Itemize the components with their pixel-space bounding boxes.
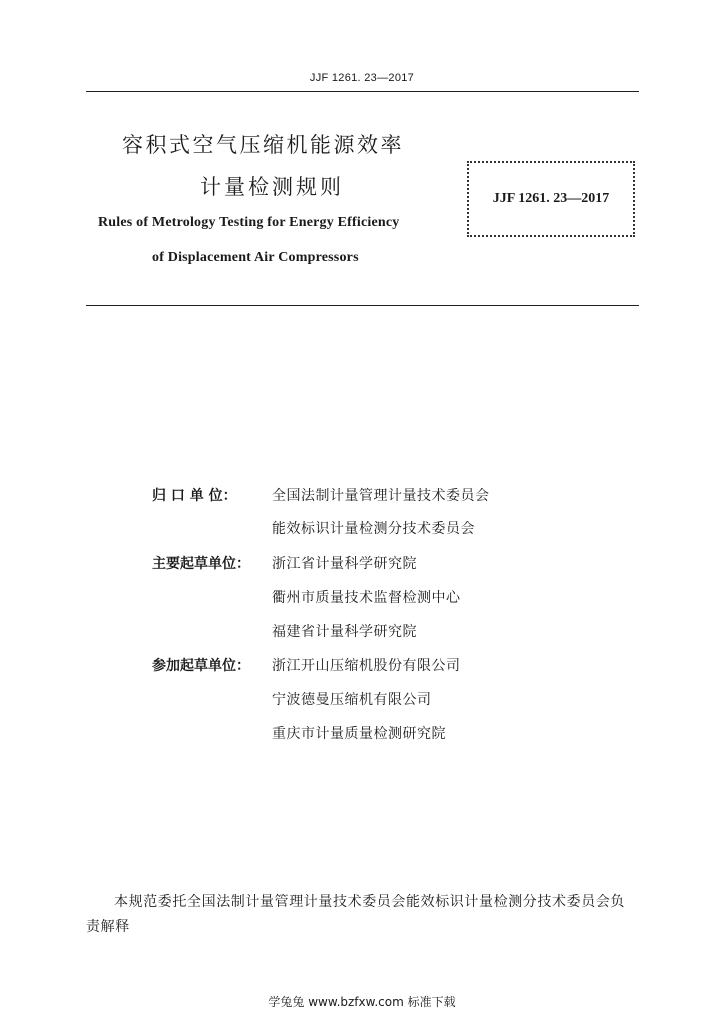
title-english-line-1: Rules of Metrology Testing for Energy Efficiency	[98, 215, 400, 230]
org-value: 浙江省计量科学研究院	[272, 556, 417, 572]
org-value: 浙江开山压缩机股份有限公司	[272, 658, 461, 674]
interpretation-note: 本规范委托全国法制计量管理计量技术委员会能效标识计量检测分技术委员会负责解释	[86, 894, 625, 935]
org-value: 福建省计量科学研究院	[272, 624, 417, 640]
title-chinese-line-2: 计量检测规则	[200, 175, 344, 199]
org-label-participating-drafting: 参加起草单位：	[152, 658, 250, 674]
standard-code-box	[467, 161, 635, 237]
header-divider	[86, 91, 639, 92]
title-chinese-line-1: 容积式空气压缩机能源效率	[122, 133, 404, 157]
org-value: 重庆市计量质量检测研究院	[272, 726, 446, 742]
header-standard-code: JJF 1261. 23—2017	[309, 72, 415, 84]
org-value: 能效标识计量检测分技术委员会	[272, 521, 475, 537]
title-english-line-2: of Displacement Air Compressors	[152, 250, 359, 265]
title-divider	[86, 305, 639, 306]
org-label-main-drafting: 主要起草单位：	[152, 556, 250, 572]
org-label-centralized-unit: 归 口 单 位：	[152, 488, 237, 504]
org-value: 宁波德曼压缩机有限公司	[272, 692, 432, 708]
org-value: 全国法制计量管理计量技术委员会	[272, 488, 490, 504]
org-value: 衢州市质量技术监督检测中心	[272, 590, 461, 606]
footer-watermark-text: 学兔兔 www.bzfxw.com 标准下载	[268, 995, 456, 1009]
standard-code-box-text: JJF 1261. 23—2017	[492, 191, 610, 206]
